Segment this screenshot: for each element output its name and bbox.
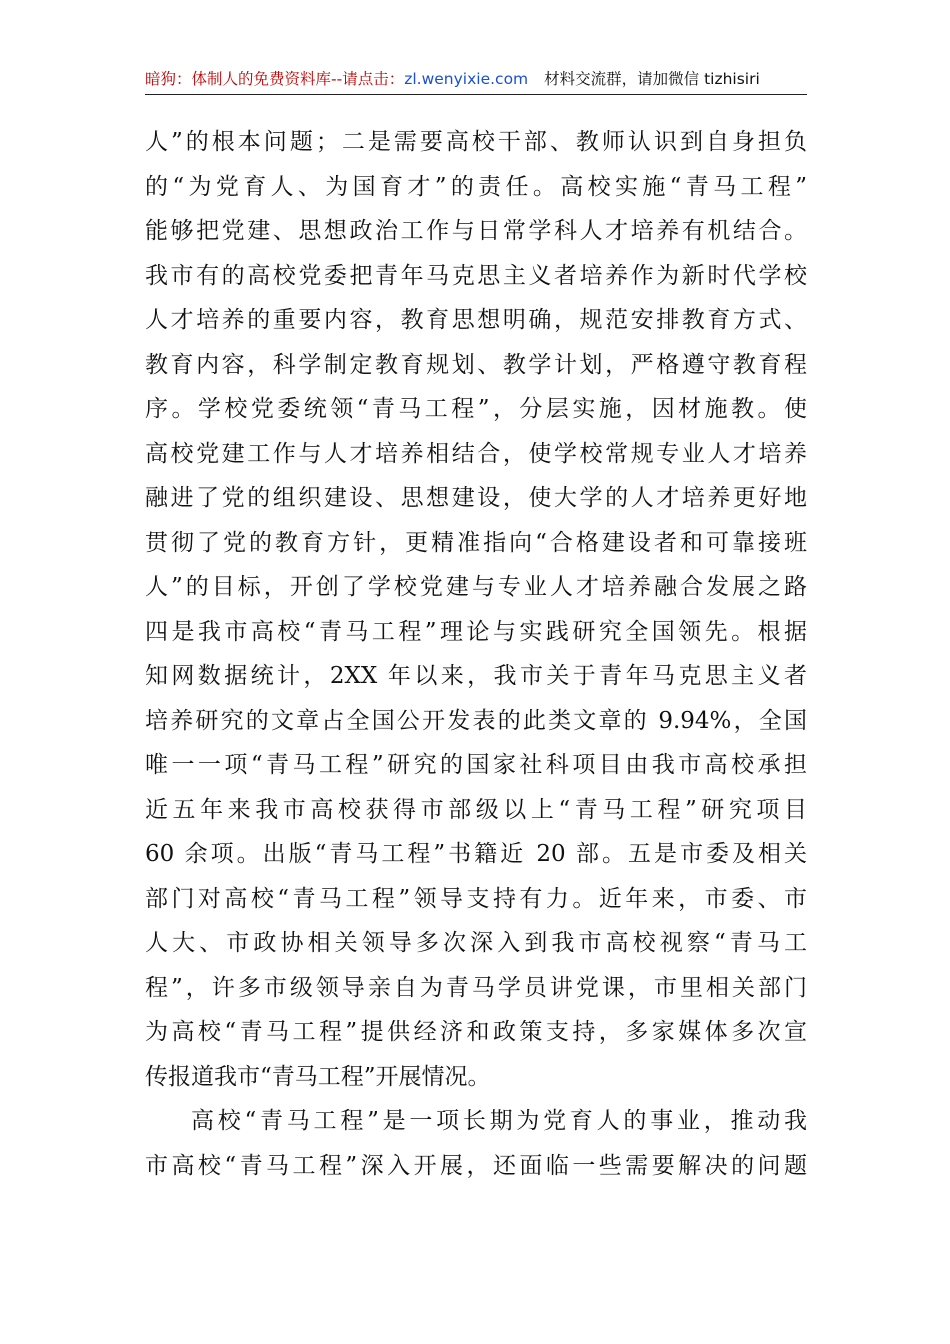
header-click-prompt: 请点击： (342, 70, 405, 88)
text-line-9: 融进了党的组织建设、思想建设，使大学的人才培养更好地 (145, 485, 807, 511)
text-line-4: 我市有的高校党委把青年马克思主义者培养作为新时代学校 (145, 262, 807, 289)
header-url-link[interactable]: zl.wenyixie.com (404, 70, 529, 88)
text-line-12: 四是我市高校“青马工程”理论与实践研究全国领先。根据 (145, 618, 807, 645)
text-line-13: 知网数据统计，2XX 年以来，我市关于青年马克思主义者 (145, 663, 807, 689)
text-line-10: 贯彻了党的教育方针，更精准指向“合格建设者和可靠接班 (145, 529, 807, 556)
text-line-22: 传报道我市“青马工程”开展情况。 (145, 1063, 491, 1090)
text-line-18: 部门对高校“青马工程”领导支持有力。近年来，市委、市 (145, 885, 807, 912)
text-line-6: 教育内容，科学制定教育规划、教学计划，严格遵守教育程 (145, 351, 807, 378)
text-line-8: 高校党建工作与人才培养相结合，使学校常规专业人才培养 (145, 440, 807, 467)
document-body (145, 120, 807, 1188)
text-line-16: 近五年来我市高校获得市部级以上“青马工程”研究项目 (145, 796, 807, 823)
text-line-1: 人”的根本问题；二是需要高校干部、教师认识到自身担负 (145, 129, 807, 155)
text-line-5: 人才培养的重要内容，教育思想明确，规范安排教育方式、 (145, 307, 807, 333)
text-line-19: 人大、市政协相关领导多次深入到我市高校视察“青马工 (145, 930, 807, 956)
text-line-7: 序。学校党委统领“青马工程”，分层实施，因材施教。使 (145, 396, 807, 422)
text-line-17: 60 余项。出版“青马工程”书籍近 20 部。五是市委及相关 (145, 841, 807, 867)
header-brand: 暗狗：体制人的免费资料库 (145, 70, 332, 88)
text-line-21: 为高校“青马工程”提供经济和政策支持，多家媒体多次宣 (145, 1019, 807, 1045)
text-line-15: 唯一一项“青马工程”研究的国家社科项目由我市高校承担 (145, 752, 807, 778)
paragraph2-line-2: 市高校“青马工程”深入开展，还面临一些需要解决的问题 (145, 1152, 807, 1179)
header-dash: -- (331, 70, 343, 88)
text-line-14: 培养研究的文章占全国公开发表的此类文章的 9.94%，全国 (145, 707, 807, 734)
text-line-11: 人”的目标，开创了学校党建与专业人才培养融合发展之路 (145, 574, 807, 600)
page-header (145, 64, 807, 95)
paragraph2-line-1: 高校“青马工程”是一项长期为党育人的事业，推动我 (191, 1108, 807, 1134)
text-line-3: 能够把党建、思想政治工作与日常学科人才培养有机结合。 (145, 218, 807, 244)
header-wechat-note: 材料交流群，请加微信 tizhisiri (544, 70, 760, 88)
text-line-2: 的“为党育人、为国育才”的责任。高校实施“青马工程” (145, 173, 807, 200)
text-line-20: 程”，许多市级领导亲自为青马学员讲党课，市里相关部门 (145, 974, 807, 1001)
